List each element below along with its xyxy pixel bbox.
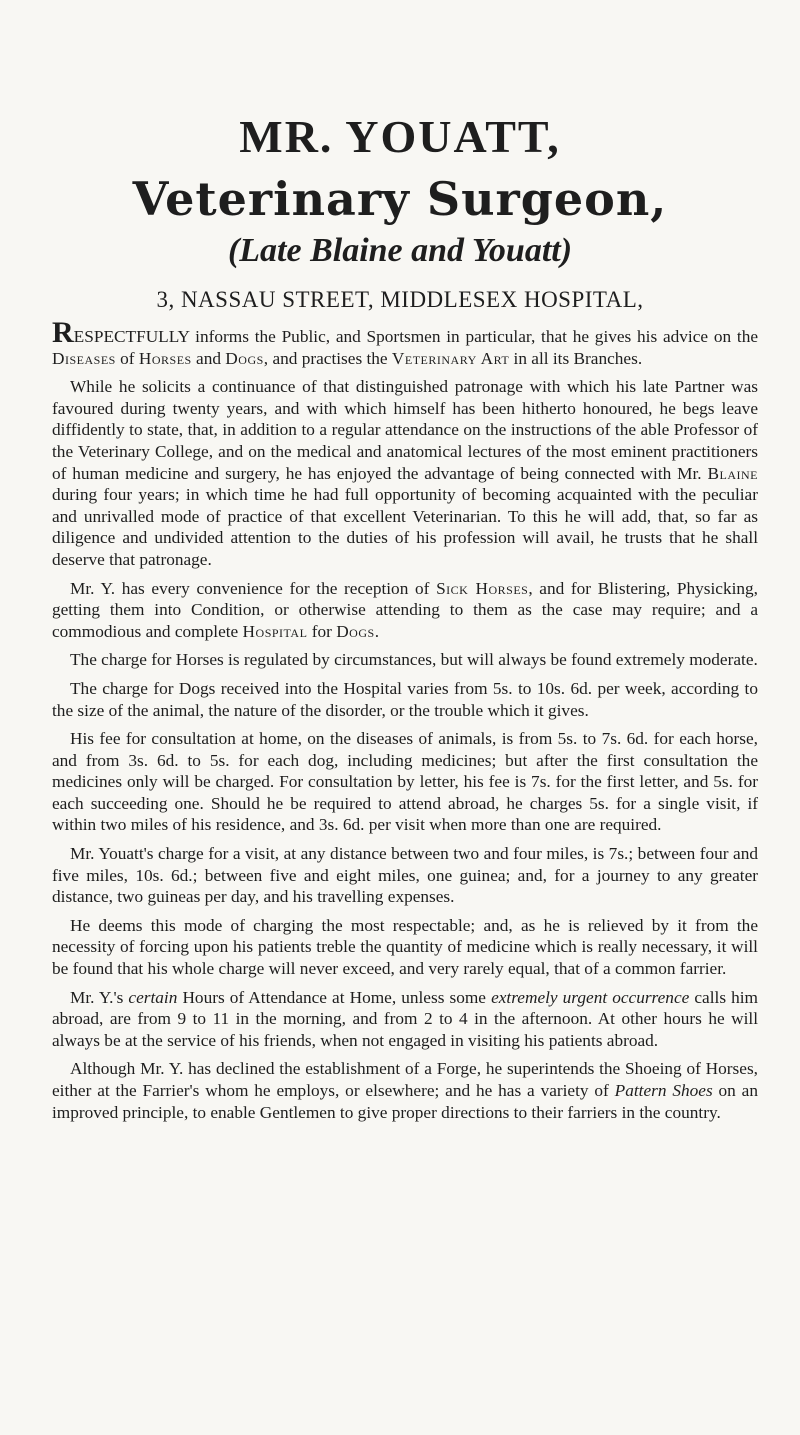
- paragraph-charging-mode: He deems this mode of charging the most respectable; and, as he is relieved by it from the necessity of forcing upon his patients treble the quantity of medicine which is really necessary, it will be found that his whole charge will never exceed, and very rarely equal, that of a common farrier.: [52, 915, 758, 979]
- paragraph-consultation-fees: His fee for consultation at home, on the diseases of animals, is from 5s. to 7s. 6d. for each horse, and from 3s. 6d. to 5s. for each dog, including medicines; but after the first consultation the medicines only will be charged. For consultation by letter, his fee is 7s. for the first letter, and 5s. for each succeeding one. Should he be required to attend abroad, he charges 5s. for a single visit, if within two miles of his residence, and 3s. 6d. per visit when more than one are required.: [52, 729, 758, 835]
- paragraph-hours: Mr. Y.'s certain Hours of Attendance at Home, unless some extremely urgent occurrence calls him abroad, are from 9 to 11 in the morning, and from 2 to 4 in the afternoon. At other hours he will always be at the service of his friends, when not engaged in visiting his patients abroad.: [52, 987, 759, 1050]
- paragraph-horse-charges: The charge for Horses is regulated by circumstances, but will always be found extremely moderate.: [70, 650, 758, 670]
- paragraph-dog-charges: The charge for Dogs received into the Hospital varies from 5s. to 10s. 6d. per week, according to the size of the animal, the nature of the disorder, or the trouble which it gives.: [52, 678, 758, 720]
- paragraph-shoeing: Although Mr. Y. has declined the establishment of a Forge, he superintends the Shoeing of Horses, either at the Farrier's whom he employs, or elsewhere; and he has a variety of Pattern Shoes on an improved principle, to enable Gentlemen to give proper directions to their farriers in the country.: [52, 1059, 758, 1122]
- profession-title: Veterinary Surgeon,: [132, 172, 668, 226]
- address-line: 3, NASSAU STREET, MIDDLESEX HOSPITAL,: [156, 287, 644, 312]
- paragraph-patronage: While he solicits a continuance of that distinguished patronage with which his late Partner was favoured during twenty years, and with which himself has been hitherto honoured, he begs leave diffidently to state, that, in addition to a regular attendance on the instructions of the able Professor of the Veterinary College, and on the medical and anatomical lectures of the most eminent practitioners of human medicine and surgery, he has enjoyed the advantage of being connected with Mr. Blaine during four years; in which time he had full opportunity of becoming acquainted with the peculiar and unrivalled mode of practice of that excellent Veterinarian. To this he will add, that, so far as diligence and undivided attention to the duties of his profession will avail, he trusts that he shall deserve that patronage.: [52, 377, 758, 569]
- drop-cap: R: [52, 316, 74, 349]
- paragraph-introduction: RESPECTFULLY informs the Public, and Sportsmen in particular, that he gives his advice on the Diseases of Horses and Dogs, and practises the Veterinary Art in all its Branches.: [52, 316, 758, 368]
- advertiser-name: MR. YOUATT,: [239, 111, 561, 162]
- advertisement-body: [52, 316, 759, 1130]
- former-partnership: (Late Blaine and Youatt): [227, 232, 573, 269]
- paragraph-facilities: Mr. Y. has every convenience for the reception of Sick Horses, and for Blistering, Physicking, getting them into Condition, or otherwise attending to them as the case may require; and a commodious and complete Hospital for Dogs.: [52, 578, 758, 641]
- paragraph-visit-charges: Mr. Youatt's charge for a visit, at any distance between two and four miles, is 7s.; between four and five miles, 10s. 6d.; between five and eight miles, one guinea; and, for a journey to any greater distance, two guineas per day, and his travelling expenses.: [52, 844, 758, 907]
